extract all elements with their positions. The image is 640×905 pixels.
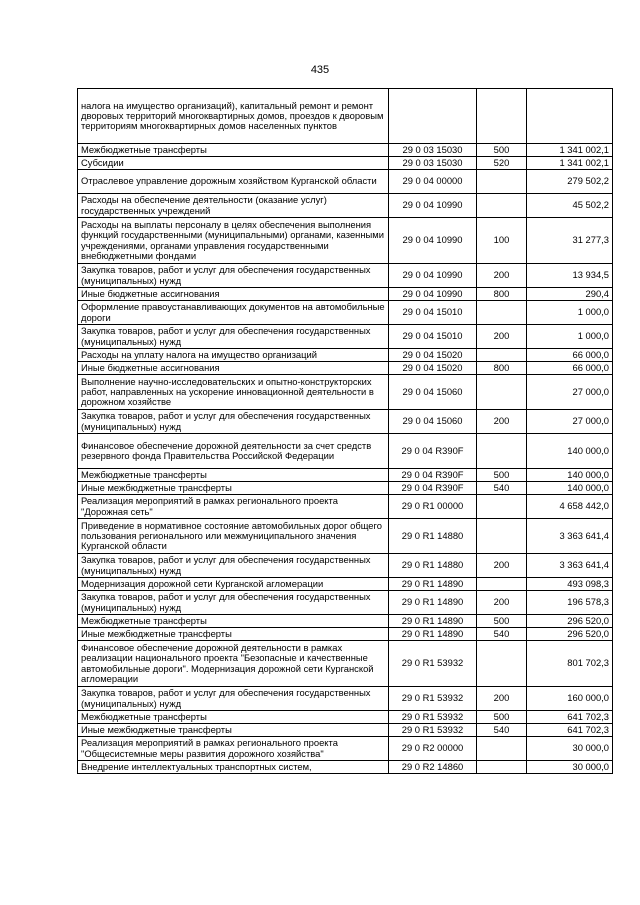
row-sum: 27 000,0: [527, 410, 613, 434]
row-type: 200: [477, 591, 527, 615]
row-name: Иные межбюджетные трансферты: [78, 482, 389, 495]
row-name: Отраслевое управление дорожным хозяйством Курганской области: [78, 170, 389, 194]
row-code: 29 0 04 15020: [389, 362, 477, 375]
table-row: [78, 687, 613, 711]
row-type: [477, 641, 527, 687]
row-code: 29 0 04 00000: [389, 170, 477, 194]
row-name: Реализация мероприятий в рамках регионального проекта "Дорожная сеть": [78, 495, 389, 519]
row-sum: 296 520,0: [527, 628, 613, 641]
row-sum: 296 520,0: [527, 615, 613, 628]
row-sum: 45 502,2: [527, 194, 613, 218]
row-code: 29 0 04 R390F: [389, 469, 477, 482]
row-sum: 140 000,0: [527, 469, 613, 482]
row-name: Иные бюджетные ассигнования: [78, 288, 389, 301]
row-code: 29 0 03 15030: [389, 144, 477, 157]
table-row: [78, 469, 613, 482]
row-name: Приведение в нормативное состояние автомобильных дорог общего пользования регионального или межмуниципального значения Курганской области: [78, 519, 389, 554]
row-type: 200: [477, 554, 527, 578]
row-type: [477, 519, 527, 554]
row-type: [477, 578, 527, 591]
row-code: 29 0 R1 00000: [389, 495, 477, 519]
table-row: [78, 554, 613, 578]
table-row: [78, 157, 613, 170]
row-type: 500: [477, 144, 527, 157]
table-row: [78, 218, 613, 264]
row-sum: 13 934,5: [527, 264, 613, 288]
table-row: [78, 737, 613, 761]
row-name: Закупка товаров, работ и услуг для обеспечения государственных (муниципальных) нужд: [78, 554, 389, 578]
row-code: 29 0 04 10990: [389, 264, 477, 288]
row-sum: [527, 89, 613, 144]
row-name: Закупка товаров, работ и услуг для обеспечения государственных (муниципальных) нужд: [78, 591, 389, 615]
row-code: 29 0 04 10990: [389, 288, 477, 301]
row-sum: 641 702,3: [527, 711, 613, 724]
row-name: Расходы на уплату налога на имущество организаций: [78, 349, 389, 362]
row-code: 29 0 03 15030: [389, 157, 477, 170]
row-type: 540: [477, 724, 527, 737]
table-row: [78, 724, 613, 737]
row-name: Субсидии: [78, 157, 389, 170]
row-name: Финансовое обеспечение дорожной деятельности в рамках реализации национального проекта "Безопасные и качественные автомобильные дороги". Модернизация дорожной сети Курганской агломерации: [78, 641, 389, 687]
table-row: [78, 591, 613, 615]
row-type: [477, 194, 527, 218]
row-name: Закупка товаров, работ и услуг для обеспечения государственных (муниципальных) нужд: [78, 325, 389, 349]
page-number: 435: [310, 64, 330, 76]
row-name: Межбюджетные трансферты: [78, 711, 389, 724]
row-code: 29 0 04 15060: [389, 375, 477, 410]
row-name: Иные бюджетные ассигнования: [78, 362, 389, 375]
row-type: [477, 349, 527, 362]
table-row: [78, 170, 613, 194]
row-name: Иные межбюджетные трансферты: [78, 724, 389, 737]
row-type: 540: [477, 482, 527, 495]
row-sum: 140 000,0: [527, 434, 613, 469]
row-sum: 31 277,3: [527, 218, 613, 264]
row-code: 29 0 R1 14880: [389, 519, 477, 554]
row-name: Межбюджетные трансферты: [78, 615, 389, 628]
row-type: [477, 737, 527, 761]
row-name: Межбюджетные трансферты: [78, 144, 389, 157]
table-row: [78, 325, 613, 349]
row-code: 29 0 R1 14890: [389, 615, 477, 628]
row-sum: 160 000,0: [527, 687, 613, 711]
row-code: 29 0 R1 14890: [389, 591, 477, 615]
row-sum: 1 000,0: [527, 301, 613, 325]
row-sum: 66 000,0: [527, 362, 613, 375]
table-row: [78, 641, 613, 687]
row-sum: 1 341 002,1: [527, 157, 613, 170]
row-name: Иные межбюджетные трансферты: [78, 628, 389, 641]
row-code: 29 0 04 15020: [389, 349, 477, 362]
row-type: [477, 301, 527, 325]
row-type: [477, 375, 527, 410]
table-row: [78, 144, 613, 157]
row-sum: 3 363 641,4: [527, 519, 613, 554]
table-row: [78, 578, 613, 591]
row-type: [477, 434, 527, 469]
row-name: Закупка товаров, работ и услуг для обеспечения государственных (муниципальных) нужд: [78, 264, 389, 288]
row-sum: 196 578,3: [527, 591, 613, 615]
row-code: 29 0 04 15010: [389, 301, 477, 325]
row-code: [389, 89, 477, 144]
row-type: [477, 170, 527, 194]
table-row: [78, 482, 613, 495]
row-sum: 641 702,3: [527, 724, 613, 737]
row-type: [477, 761, 527, 774]
row-code: 29 0 04 10990: [389, 218, 477, 264]
row-code: 29 0 04 15010: [389, 325, 477, 349]
table-row: [78, 761, 613, 774]
row-code: 29 0 R1 53932: [389, 641, 477, 687]
row-type: 800: [477, 362, 527, 375]
row-type: 800: [477, 288, 527, 301]
row-name: Реализация мероприятий в рамках регионального проекта "Общесистемные меры развития дорожного хозяйства": [78, 737, 389, 761]
table-row: [78, 288, 613, 301]
table-row: [78, 375, 613, 410]
row-type: 500: [477, 711, 527, 724]
row-sum: 30 000,0: [527, 761, 613, 774]
row-code: 29 0 04 R390F: [389, 434, 477, 469]
row-sum: 290,4: [527, 288, 613, 301]
row-code: 29 0 R2 14860: [389, 761, 477, 774]
table-row: [78, 194, 613, 218]
table-row: [78, 349, 613, 362]
row-sum: 493 098,3: [527, 578, 613, 591]
row-type: 500: [477, 615, 527, 628]
row-name: Закупка товаров, работ и услуг для обеспечения государственных (муниципальных) нужд: [78, 410, 389, 434]
row-name: Финансовое обеспечение дорожной деятельности за счет средств резервного фонда Правительства Российской Федерации: [78, 434, 389, 469]
row-type: 200: [477, 264, 527, 288]
row-code: 29 0 R1 53932: [389, 724, 477, 737]
row-code: 29 0 R1 14890: [389, 628, 477, 641]
row-sum: 279 502,2: [527, 170, 613, 194]
row-code: 29 0 R2 00000: [389, 737, 477, 761]
row-name: Расходы на выплаты персоналу в целях обеспечения выполнения функций государственными (муниципальными) органами, казенными учреждениями, органами управления государственными внебюджетными фондами: [78, 218, 389, 264]
row-sum: 140 000,0: [527, 482, 613, 495]
table-row: [78, 519, 613, 554]
row-name: Оформление правоустанавливающих документов на автомобильные дороги: [78, 301, 389, 325]
row-code: 29 0 04 R390F: [389, 482, 477, 495]
row-code: 29 0 04 15060: [389, 410, 477, 434]
table-row: [78, 264, 613, 288]
row-sum: 3 363 641,4: [527, 554, 613, 578]
row-type: 500: [477, 469, 527, 482]
row-name: Модернизация дорожной сети Курганской агломерации: [78, 578, 389, 591]
table-row: [78, 301, 613, 325]
row-code: 29 0 R1 53932: [389, 711, 477, 724]
table-row: [78, 628, 613, 641]
row-type: [477, 89, 527, 144]
row-code: 29 0 R1 53932: [389, 687, 477, 711]
table-row: [78, 615, 613, 628]
row-code: 29 0 R1 14880: [389, 554, 477, 578]
row-sum: 801 702,3: [527, 641, 613, 687]
row-sum: 1 341 002,1: [527, 144, 613, 157]
row-sum: 4 658 442,0: [527, 495, 613, 519]
row-sum: 27 000,0: [527, 375, 613, 410]
row-sum: 66 000,0: [527, 349, 613, 362]
table-row: [78, 434, 613, 469]
row-name: Внедрение интеллектуальных транспортных систем,: [78, 761, 389, 774]
table-row: [78, 362, 613, 375]
row-code: 29 0 R1 14890: [389, 578, 477, 591]
budget-table-body: [78, 89, 613, 774]
row-name: Закупка товаров, работ и услуг для обеспечения государственных (муниципальных) нужд: [78, 687, 389, 711]
row-name: Межбюджетные трансферты: [78, 469, 389, 482]
row-sum: 30 000,0: [527, 737, 613, 761]
row-type: 200: [477, 325, 527, 349]
budget-table: [77, 88, 613, 774]
row-name: Выполнение научно-исследовательских и опытно-конструкторских работ, направленных на ускорение инновационной деятельности в дорожном хозяйстве: [78, 375, 389, 410]
row-type: 100: [477, 218, 527, 264]
row-code: 29 0 04 10990: [389, 194, 477, 218]
row-name: налога на имущество организаций), капитальный ремонт и ремонт дворовых территорий многоквартирных домов, проездов к дворовым территориям многоквартирных домов населенных пунктов: [78, 89, 389, 144]
row-name: Расходы на обеспечение деятельности (оказание услуг) государственных учреждений: [78, 194, 389, 218]
row-type: [477, 495, 527, 519]
table-row: [78, 711, 613, 724]
row-type: 520: [477, 157, 527, 170]
row-sum: 1 000,0: [527, 325, 613, 349]
row-type: 200: [477, 687, 527, 711]
table-row: [78, 495, 613, 519]
table-row: [78, 89, 613, 144]
table-row: [78, 410, 613, 434]
row-type: 540: [477, 628, 527, 641]
row-type: 200: [477, 410, 527, 434]
